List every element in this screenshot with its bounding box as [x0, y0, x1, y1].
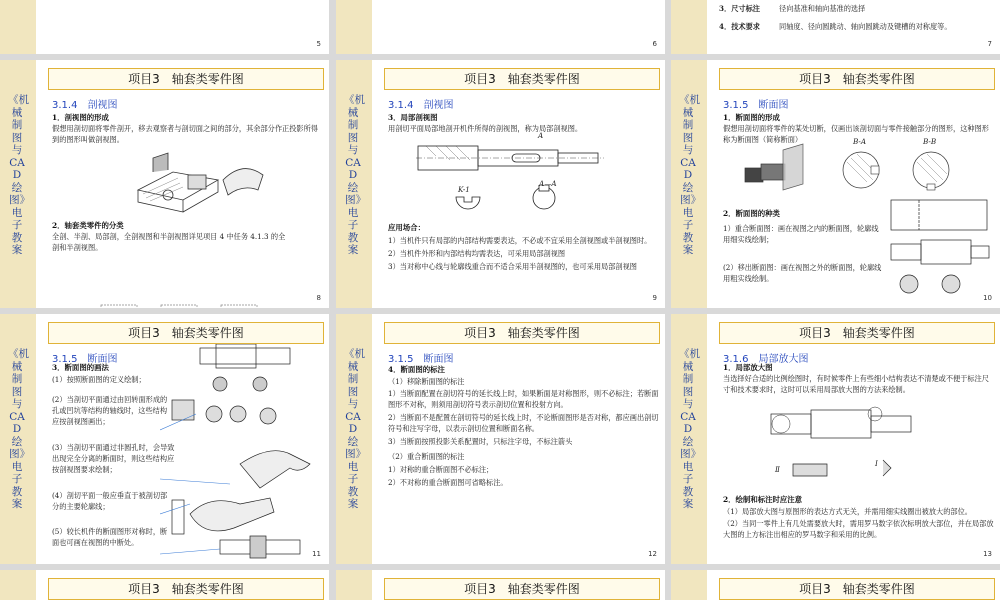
row-label: 3．尺寸标注 [719, 4, 760, 13]
row-value: 径向基准和轴向基准的选择 [779, 4, 866, 13]
label-aa: A—A [539, 179, 557, 188]
paragraph: （1）局部放大图与原图形的表达方式无关，并需用细实线圈出被放大的部位。 [723, 507, 972, 516]
list-item: 1）当断面配置在剖切符号的延长线上时，如果断面是对称图形，则不必标注；若断面图形不对称，则须用剖切符号表示剖切位置和投射方向。 [388, 389, 659, 409]
paragraph: 用剖切平面局部地剖开机件所得的剖视图，称为局部剖视图。 [388, 124, 583, 133]
list-item: （2）重合断面图的标注 [388, 452, 465, 461]
subheading: 1．局部放大图 [723, 363, 773, 372]
label-section-2: B-B [923, 137, 937, 146]
list-item: (2）当剖切平面通过由回转面形成的孔或凹坑等结构的轴线时，这些结构应按剖视图画出； [52, 395, 168, 426]
spine-title: 《机械制图与CAD绘图》电子教案 [679, 348, 700, 510]
section-rules-drawing [160, 344, 326, 564]
page-number: 11 [312, 550, 321, 558]
slide-7[interactable] [671, 0, 1000, 54]
slide-title: 项目3 轴套类零件图 [48, 68, 324, 90]
list-item: 1）对称的重合断面图不必标注； [388, 465, 494, 474]
list-item: 3）当断面按照投影关系配置时，只标注字母，不标注箭头 [388, 437, 573, 446]
row-value: 同轴度、径向圆跳动、轴向圆跳动及键槽的对称度等。 [779, 22, 952, 31]
page-number: 7 [987, 40, 992, 48]
spine-title: 《机械制图与CAD绘图》电子教案 [8, 348, 29, 510]
slide-title: 项目3 轴套类零件图 [384, 578, 660, 600]
subheading: 2．轴套类零件的分类 [52, 221, 124, 230]
roman-label-2: Ⅱ [775, 465, 780, 474]
subheading: 3．局部剖视图 [388, 113, 438, 122]
slide-spine [671, 0, 707, 54]
subheading: 2．断面图的种类 [723, 209, 780, 218]
page-number: 13 [983, 550, 992, 558]
subheading: 2．绘制和标注时应注意 [723, 495, 803, 504]
subheading: 3．断面图的画法 [52, 363, 109, 372]
slide-13[interactable] [671, 314, 1000, 564]
paragraph: 1）重合断面图：画在视图之内的断面图，轮廓线用细实线绘制； [723, 224, 879, 244]
section-heading: 3.1.4 剖视图 [388, 100, 454, 111]
slide-9[interactable] [336, 60, 665, 308]
slide-6[interactable] [336, 0, 665, 54]
subheading: 应用场合： [388, 223, 425, 232]
slide-title: 项目3 轴套类零件图 [48, 578, 324, 600]
slide-spine [0, 570, 36, 600]
subheading: 1．剖视图的形成 [52, 113, 109, 122]
spine-title: 《机械制图与CAD绘图》电子教案 [8, 94, 29, 256]
shaft-local-section-drawing [416, 138, 606, 178]
list-item: (3）当剖切平面通过非圆孔时，会导致出现完全分离的断面时，则这些结构应按剖视图要求绘制； [52, 443, 175, 474]
keyway-section-drawing [454, 185, 634, 215]
label-section-1: B-A [853, 137, 867, 146]
list-item: 2）当断面不是配置在剖切符号的延长线上时，不论断面图形是否对称，都应画出剖切符号和注写字母，以表示剖切位置和断面名称。 [388, 413, 659, 433]
slide-spine [336, 60, 372, 308]
list-item: (4）剖切平面一般应垂直于被剖切部分的主要轮廓线； [52, 491, 168, 511]
spine-title: 《机械制图与CAD绘图》电子教案 [344, 94, 365, 256]
slide-12[interactable] [336, 314, 665, 564]
list-item: (1）按照断面图的定义绘制； [52, 375, 146, 384]
slide-5[interactable] [0, 0, 329, 54]
slide-16[interactable] [671, 570, 1000, 600]
section-heading: 3.1.6 局部放大图 [723, 354, 809, 365]
slide-14[interactable] [0, 570, 329, 600]
roman-label-1: Ⅰ [875, 459, 878, 468]
subheading: 1．断面图的形成 [723, 113, 780, 122]
slide-title: 项目3 轴套类零件图 [719, 68, 995, 90]
section-heading: 3.1.5 断面图 [388, 354, 454, 365]
slide-title: 项目3 轴套类零件图 [719, 322, 995, 344]
slide-10[interactable] [671, 60, 1000, 308]
paragraph: 当选择好合适的比例绘图时，有时候零件上有些细小结构表达不清楚或不便于标注尺寸和技术要求时，这时可以采用局部放大图的方法来绘制。 [723, 374, 989, 394]
slide-title: 项目3 轴套类零件图 [384, 68, 660, 90]
slide-title: 项目3 轴套类零件图 [384, 322, 660, 344]
list-item: 2）当机件外形和内部结构均需表达，可采用局部剖视图 [388, 249, 566, 258]
paragraph: （2）当同一零件上有几处需要放大时，需用罗马数字依次标明放大部位，并在局部放大图的上方标注出相应的罗马数字和采用的比例。 [723, 519, 994, 539]
slide-spine [671, 314, 707, 564]
page-number: 10 [983, 294, 992, 302]
list-item: （1）移除断面图的标注 [388, 377, 465, 386]
slide-spine [671, 570, 707, 600]
list-item: 1）当机件只有局部的内部结构需要表达，不必或不宜采用全剖视图或半剖视图时。 [388, 236, 652, 245]
slide-11[interactable] [0, 314, 329, 564]
section-formation-illustration [743, 140, 993, 198]
paragraph: 全剖、半剖、局部剖，全剖视图和半剖视图详见项目 4 中任务 4.1.3 的全剖和半剖视图。 [52, 232, 286, 252]
list-item: (5）较长机件的断面图形对称时，断面也可画在视图的中断处。 [52, 527, 168, 547]
section-view-illustration [128, 150, 278, 216]
slide-spine [336, 314, 372, 564]
subheading: 4．断面图的标注 [388, 365, 445, 374]
paragraph: 假想用剖切面将零件剖开，移去观察者与剖切面之间的部分，其余部分作正投影所得到的图形叫做剖视图。 [52, 124, 318, 144]
list-item: 2）不对称的重合断面图可省略标注。 [388, 478, 508, 487]
slide-15[interactable] [336, 570, 665, 600]
paragraph: 假想用剖切面将零件的某处切断，仅画出该剖切面与零件接触部分的图形，这种图形称为断面图（简称断面） [723, 124, 989, 144]
list-item: 3）当对称中心线与轮廓线重合而不适合采用半剖视图的，也可采用局部剖视图 [388, 262, 637, 271]
row-label: 4．技术要求 [719, 22, 760, 31]
slide-spine [336, 0, 372, 54]
page-number: 9 [652, 294, 657, 302]
page-number: 8 [316, 294, 321, 302]
slide-title: 项目3 轴套类零件图 [48, 322, 324, 344]
page-number: 5 [316, 40, 321, 48]
slide-spine [0, 314, 36, 564]
section-types-drawing [889, 198, 994, 298]
label-k: K-1 [458, 185, 470, 194]
slide-8[interactable] [0, 60, 329, 308]
label-a: A [538, 131, 544, 140]
sleeve-views-illustration [96, 300, 276, 308]
spine-title: 《机械制图与CAD绘图》电子教案 [344, 348, 365, 510]
page-number: 6 [652, 40, 657, 48]
slide-spine [336, 570, 372, 600]
section-heading: 3.1.5 断面图 [52, 354, 118, 365]
paragraph: (2）移出断面图：画在视图之外的断面图，轮廓线用粗实线绘制。 [723, 263, 882, 283]
section-heading: 3.1.4 剖视图 [52, 100, 118, 111]
partial-enlarged-drawing [763, 400, 963, 490]
slide-spine [0, 60, 36, 308]
spine-title: 《机械制图与CAD绘图》电子教案 [679, 94, 700, 256]
section-heading: 3.1.5 断面图 [723, 100, 789, 111]
slide-spine [0, 0, 36, 54]
slide-spine [671, 60, 707, 308]
page-number: 12 [648, 550, 657, 558]
slide-title: 项目3 轴套类零件图 [719, 578, 995, 600]
